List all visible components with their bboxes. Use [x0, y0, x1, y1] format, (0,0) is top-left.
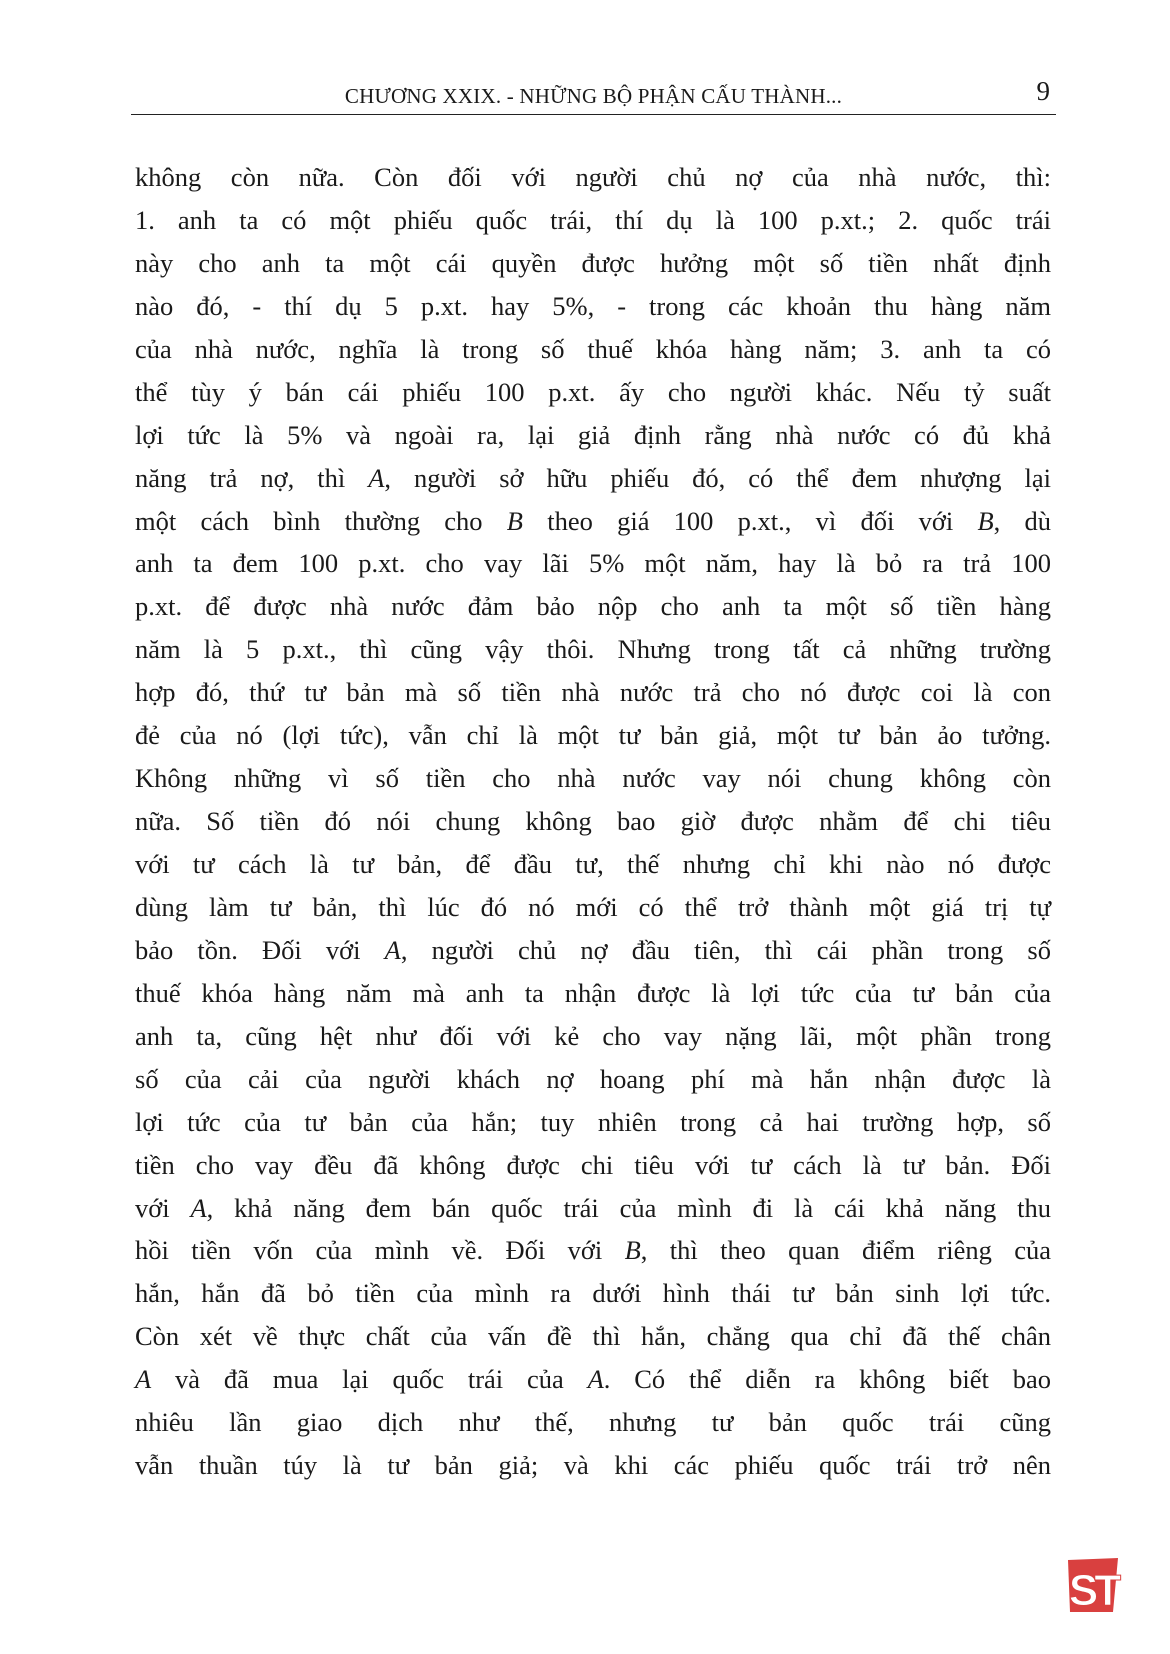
text-line: [135, 671, 1051, 714]
text-line: [135, 929, 1051, 972]
running-title: CHƯƠNG XXIX. - NHỮNG BỘ PHẬN CẤU THÀNH...: [344, 84, 843, 108]
text-segment: lợi tức của tư bản của hắn; tuy nhiên trong cả hai trường hợp, số: [135, 1106, 1051, 1137]
text-segment: anh ta, cũng hệt như đối với kẻ cho vay nặng lãi, một phần trong: [135, 1020, 1051, 1051]
text-segment: một cách bình thường cho: [135, 505, 507, 536]
page-number: 9: [1036, 76, 1050, 106]
text-segment: đẻ của nó (lợi tức), vẫn chỉ là một tư bản giả, một tư bản ảo tưởng.: [135, 720, 1051, 751]
text-segment: theo giá 100 p.xt., vì đối với: [522, 505, 978, 536]
text-line: [135, 457, 1051, 500]
text-segment: , thì theo quan điểm riêng của: [640, 1235, 1051, 1266]
text-line: [135, 1315, 1051, 1358]
text-segment: lợi tức là 5% và ngoài ra, lại giả định rằng nhà nước có đủ khả: [135, 419, 1051, 450]
text-line: [135, 1187, 1051, 1230]
text-segment: tiền cho vay đều đã không được chi tiêu với tư cách là tư bản. Đối: [135, 1149, 1051, 1180]
text-segment: này cho anh ta một cái quyền được hưởng một số tiền nhất định: [135, 247, 1051, 278]
text-segment: nhiêu lần giao dịch như thế, nhưng tư bản quốc trái cũng: [135, 1407, 1051, 1438]
text-line: [135, 371, 1051, 414]
text-segment: với: [135, 1192, 191, 1223]
text-line: [135, 285, 1051, 328]
text-segment: và đã mua lại quốc trái của: [151, 1364, 588, 1395]
text-segment: nào đó, - thí dụ 5 p.xt. hay 5%, - trong các khoản thu hàng năm: [135, 290, 1051, 321]
text-line: [135, 1444, 1051, 1487]
text-line: [135, 500, 1051, 543]
text-segment: số của cải của người khách nợ hoang phí mà hắn nhận được là: [135, 1063, 1051, 1094]
text-segment: dùng làm tư bản, thì lúc đó nó mới có thể trở thành một giá trị tự: [135, 891, 1051, 922]
text-line: [135, 156, 1051, 199]
text-line: [135, 1058, 1051, 1101]
running-head: [131, 76, 1056, 114]
text-line: [135, 1401, 1051, 1444]
text-segment: , dù: [993, 505, 1051, 536]
text-segment: với tư cách là tư bản, để đầu tư, thế nhưng chỉ khi nào nó được: [135, 849, 1051, 879]
text-line: [135, 757, 1051, 800]
italic-name: B: [977, 505, 994, 536]
italic-name: A: [190, 1192, 207, 1223]
text-segment: hồi tiền vốn của mình về. Đối với: [135, 1235, 625, 1266]
text-segment: năm là 5 p.xt., thì cũng vậy thôi. Nhưng trong tất cả những trường: [135, 634, 1051, 665]
text-segment: 1. anh ta có một phiếu quốc trái, thí dụ là 100 p.xt.; 2. quốc trái: [135, 204, 1051, 235]
text-segment: anh ta đem 100 p.xt. cho vay lãi 5% một năm, hay là bỏ ra trả 100: [135, 548, 1051, 579]
italic-name: A: [587, 1364, 604, 1395]
text-segment: bảo tồn. Đối với: [135, 934, 385, 965]
header-rule: [131, 114, 1056, 115]
text-line: [135, 628, 1051, 671]
text-line: [135, 1015, 1051, 1058]
text-line: [135, 542, 1051, 585]
svg-text:ST: ST: [1068, 1566, 1118, 1614]
text-line: [135, 585, 1051, 628]
text-segment: , khả năng đem bán quốc trái của mình đi là cái khả năng thu: [206, 1192, 1051, 1223]
text-segment: thể tùy ý bán cái phiếu 100 p.xt. ấy cho người khác. Nếu tỷ suất: [135, 376, 1051, 407]
text-segment: nữa. Số tiền đó nói chung không bao giờ được nhằm để chi tiêu: [135, 806, 1051, 837]
text-segment: p.xt. để được nhà nước đảm bảo nộp cho anh ta một số tiền hàng: [135, 591, 1051, 622]
italic-name: A: [135, 1364, 152, 1395]
text-line: [135, 1272, 1051, 1315]
publisher-logo: [1066, 1556, 1122, 1614]
italic-name: A: [368, 462, 385, 493]
italic-name: B: [506, 505, 523, 536]
text-segment: , người chủ nợ đầu tiên, thì cái phần trong số: [400, 934, 1051, 965]
text-line: [135, 972, 1051, 1015]
text-line: [135, 242, 1051, 285]
text-line: [135, 1101, 1051, 1144]
text-line: [135, 886, 1051, 929]
text-line: [135, 1229, 1051, 1272]
text-segment: hắn, hắn đã bỏ tiền của mình ra dưới hình thái tư bản sinh lợi tức.: [135, 1278, 1051, 1309]
text-line: [135, 328, 1051, 371]
text-segment: Không những vì số tiền cho nhà nước vay nói chung không còn: [135, 763, 1051, 794]
text-segment: Còn xét về thực chất của vấn đề thì hắn, chẳng qua chỉ đã thế chân: [135, 1321, 1051, 1352]
text-segment: vẫn thuần túy là tư bản giả; và khi các phiếu quốc trái trở nên: [135, 1450, 1051, 1481]
text-line: [135, 843, 1051, 886]
text-line: [135, 414, 1051, 457]
text-segment: thuế khóa hàng năm mà anh ta nhận được là lợi tức của tư bản của: [135, 977, 1051, 1008]
body-text: [135, 156, 1051, 1487]
text-line: [135, 714, 1051, 757]
italic-name: A: [384, 934, 401, 965]
italic-name: B: [624, 1235, 641, 1266]
text-segment: , người sở hữu phiếu đó, có thể đem nhượng lại: [384, 462, 1051, 493]
text-line: [135, 1144, 1051, 1187]
text-segment: năng trả nợ, thì: [135, 462, 369, 493]
text-segment: của nhà nước, nghĩa là trong số thuế khóa hàng năm; 3. anh ta có: [135, 333, 1051, 364]
text-segment: hợp đó, thứ tư bản mà số tiền nhà nước trả cho nó được coi là con: [135, 677, 1051, 708]
text-segment: không còn nữa. Còn đối với người chủ nợ của nhà nước, thì:: [135, 162, 1051, 192]
text-line: [135, 199, 1051, 242]
text-line: [135, 800, 1051, 843]
text-segment: . Có thể diễn ra không biết bao: [603, 1364, 1051, 1395]
text-line: [135, 1358, 1051, 1401]
